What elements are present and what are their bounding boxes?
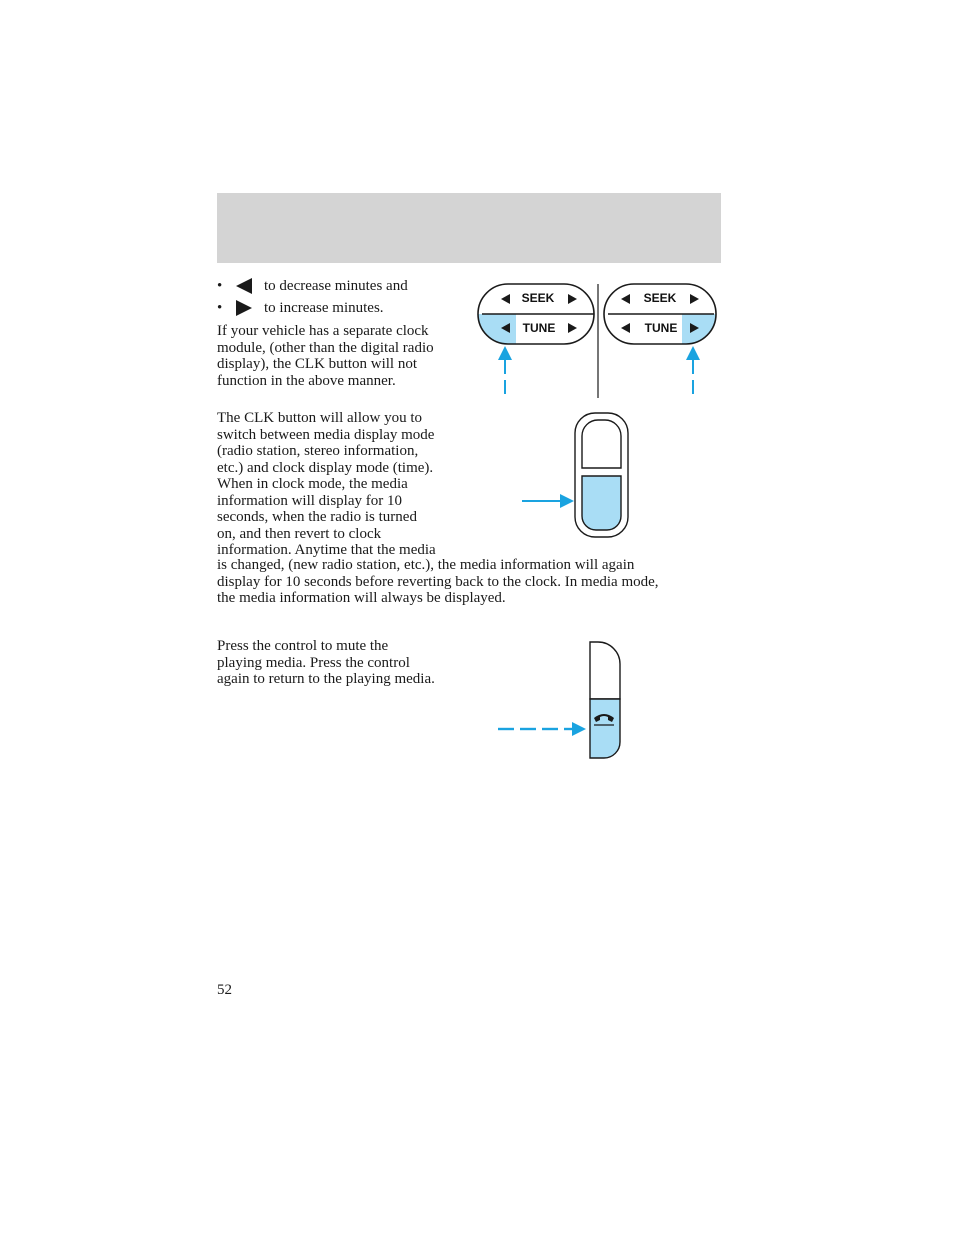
arrow-up-left (498, 346, 512, 394)
seek-tune-button-left (478, 284, 594, 344)
paragraph-clk-narrow: The CLK button will allow you to switch between media display mode (radio station, stereo information, etc.) and clock display mode (time). When in clock mode, the media information will display for 10 seconds, when the radio is turned on, and then revert to clock information. Anytime that the media (217, 410, 436, 558)
seek-tune-illustration (478, 280, 723, 398)
paragraph-mute: Press the control to mute the playing media. Press the control again to return to the playing media. (217, 638, 435, 687)
right-triangle-icon (234, 300, 254, 316)
section-header-bar (217, 193, 721, 263)
seek-label: SEEK (521, 291, 555, 305)
tune-label: TUNE (522, 321, 556, 335)
seek-tune-button-right (604, 284, 722, 344)
paragraph-clk-wide: is changed, (new radio station, etc.), the media information will again display for 10 seconds before reverting back to the clock. In media mode, the media information will always be displayed. (217, 557, 659, 606)
arrow-right-clk (522, 494, 574, 508)
seek-label: SEEK (643, 291, 677, 305)
tune-label: TUNE (644, 321, 678, 335)
page-number: 52 (217, 982, 232, 998)
arrow-right-mute (498, 722, 586, 736)
bullet-text: to decrease minutes and (264, 278, 408, 294)
arrow-up-right (686, 346, 700, 394)
bullet-text: to increase minutes. (264, 300, 384, 316)
mute-control-illustration (494, 638, 629, 762)
clk-button-illustration (518, 410, 633, 540)
paragraph-clock-module: If your vehicle has a separate clock module, (other than the digital radio display), the CLK button will not function in the above manner. (217, 323, 434, 389)
left-triangle-icon (234, 278, 254, 294)
